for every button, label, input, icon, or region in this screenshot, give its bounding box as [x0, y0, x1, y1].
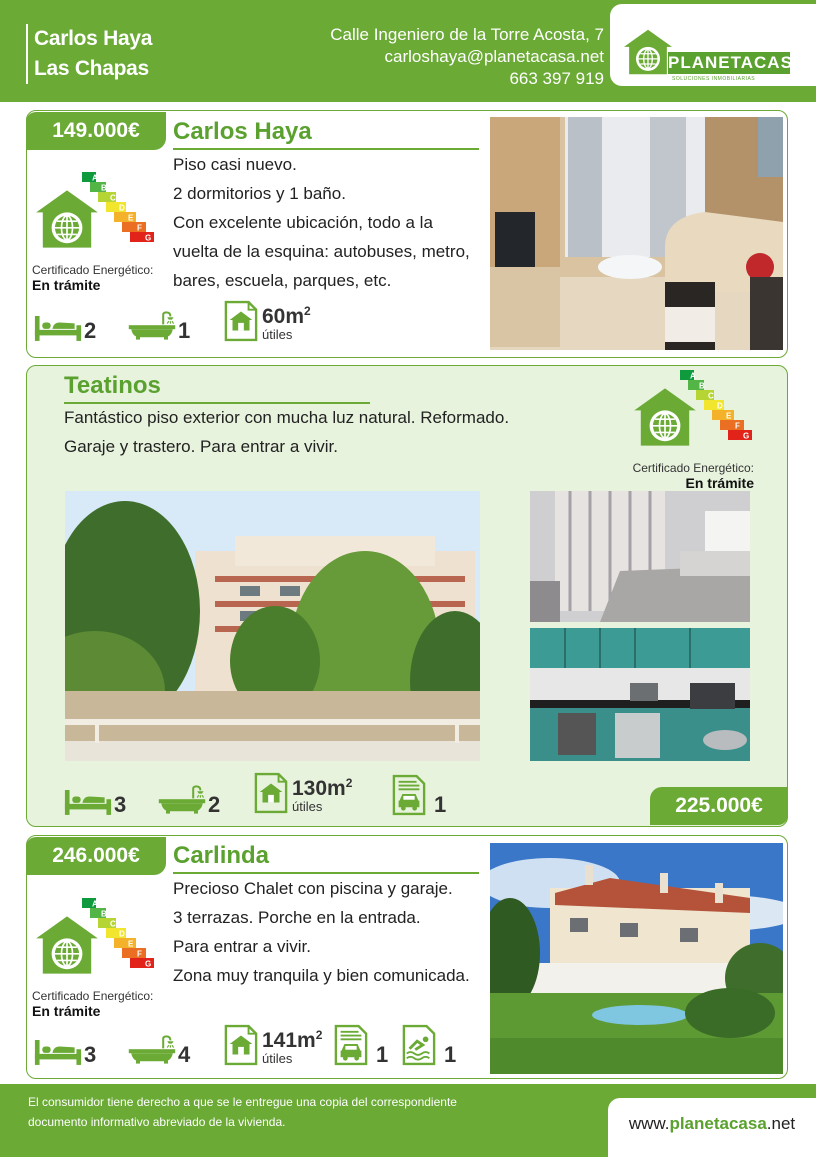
energy-class-label: B — [101, 909, 107, 919]
listing-1-title: Carlos Haya — [173, 118, 479, 150]
bathtub-icon — [128, 1034, 176, 1066]
agency-address: Calle Ingeniero de la Torre Acosta, 7 — [330, 25, 604, 44]
pool-icon — [402, 1024, 436, 1066]
description-line: 3 terrazas. Porche en la entrada. — [173, 908, 421, 927]
cert-status: En trámite — [685, 475, 754, 491]
energy-class-label: F — [137, 949, 142, 959]
energy-class-label: C — [110, 193, 116, 203]
description-line: Piso casi nuevo. — [173, 155, 297, 174]
listing-1-energy-certificate — [32, 172, 156, 293]
bathroom-count: 1 — [178, 318, 191, 343]
logo-subtext: SOLUCIONES INMOBILIARIAS — [672, 76, 756, 82]
web-suffix: .net — [766, 1114, 796, 1133]
energy-class-label: B — [699, 381, 705, 391]
energy-class-label: D — [119, 203, 125, 213]
listing-3-photo-chalet[interactable] — [490, 843, 783, 1074]
planetacasa-logo-icon — [622, 28, 674, 76]
cert-status: En trámite — [32, 1003, 101, 1019]
description-line: Zona muy tranquila y bien comunicada. — [173, 966, 470, 985]
brand-logo — [610, 4, 816, 86]
listing-3-pool — [402, 1024, 456, 1066]
bedroom-count: 3 — [84, 1042, 97, 1067]
garage-count: 1 — [434, 792, 447, 817]
area-value: $60m^2$ — [262, 304, 311, 328]
kitchen-image — [530, 628, 750, 761]
energy-class-label: G — [145, 233, 152, 243]
listing-1-description — [173, 150, 489, 295]
energy-class-label: E — [128, 939, 134, 949]
listing-3-bedrooms — [34, 1038, 96, 1066]
floor-plan-icon — [224, 300, 258, 342]
listing-2-photo-bedroom[interactable] — [530, 491, 750, 622]
energy-class-label: G — [743, 431, 750, 441]
energy-rating-icon — [32, 898, 156, 982]
listing-2-price: 225.000€ — [650, 787, 788, 825]
description-line: Para entrar a vivir. — [173, 937, 311, 956]
listing-1-price: 149.000€ — [26, 112, 166, 150]
energy-class-label: G — [145, 959, 152, 969]
description-line: Con excelente ubicación, todo a la — [173, 213, 433, 232]
legal-line: documento informativo abreviado de la vivienda. — [28, 1115, 286, 1129]
energy-class-label: A — [92, 173, 98, 183]
garage-icon — [392, 774, 426, 816]
agency-area: Las Chapas — [34, 57, 149, 80]
listing-1-photo-living-room[interactable] — [490, 117, 783, 350]
web-brand: planetacasa — [669, 1114, 767, 1133]
cert-label: Certificado Energético: — [32, 263, 154, 277]
agency-name: Carlos Haya — [34, 27, 153, 50]
energy-class-label: C — [708, 391, 714, 401]
garage-count: 1 — [376, 1042, 389, 1067]
listing-3-area — [224, 1024, 322, 1066]
listing-3-price: 246.000€ — [26, 837, 166, 875]
energy-class-label: D — [717, 401, 723, 411]
web-prefix: www. — [628, 1114, 670, 1133]
legal-notice — [28, 1092, 548, 1132]
listing-1-bathrooms — [128, 310, 190, 342]
listing-1-bedrooms — [34, 314, 96, 342]
pool-count: 1 — [444, 1042, 457, 1067]
listing-3-energy-certificate — [32, 898, 156, 1019]
description-line: bares, escuela, parques, etc. — [173, 271, 392, 290]
area-value: $141m^2$ — [262, 1028, 323, 1052]
energy-rating-icon — [32, 172, 156, 256]
page-header — [0, 0, 816, 102]
garage-icon — [334, 1024, 368, 1066]
bathroom-count: 2 — [208, 792, 221, 817]
description-line: Garaje y trastero. Para entrar a vivir. — [64, 437, 338, 456]
page-footer — [0, 1084, 816, 1157]
agency-block — [26, 24, 152, 84]
bathtub-icon — [158, 784, 206, 816]
agency-email[interactable]: carloshaya@planetacasa.net — [384, 47, 604, 66]
bathtub-icon — [128, 310, 176, 342]
energy-class-label: A — [92, 899, 98, 909]
listing-2-garage — [392, 774, 446, 816]
website-link[interactable] — [608, 1098, 816, 1157]
floor-plan-icon — [254, 772, 288, 814]
cert-label: Certificado Energético: — [32, 989, 154, 1003]
exterior-building-image — [65, 491, 480, 761]
area-value: $130m^2$ — [292, 776, 353, 800]
energy-class-label: D — [119, 929, 125, 939]
floor-plan-icon — [224, 1024, 258, 1066]
legal-line: El consumidor tiene derecho a que se le entregue una copia del correspondiente — [28, 1095, 457, 1109]
bed-icon — [64, 788, 112, 816]
listing-2-description — [64, 403, 584, 461]
description-line: 2 dormitorios y 1 baño. — [173, 184, 346, 203]
contact-block — [330, 24, 604, 90]
area-label: útiles — [292, 799, 323, 814]
energy-class-label: F — [735, 421, 740, 431]
listing-2-energy-certificate — [630, 370, 754, 491]
living-room-image — [490, 117, 783, 350]
cert-status: En trámite — [32, 277, 101, 293]
energy-class-label: E — [726, 411, 732, 421]
listing-3-description — [173, 874, 489, 990]
listing-1-area — [224, 300, 311, 342]
energy-class-label: B — [101, 183, 107, 193]
cert-label: Certificado Energético: — [632, 461, 754, 475]
listing-2-bathrooms — [158, 784, 220, 816]
energy-rating-icon — [630, 370, 754, 454]
energy-class-label: E — [128, 213, 134, 223]
area-label: útiles — [262, 327, 293, 342]
agency-phone[interactable]: 663 397 919 — [509, 69, 604, 88]
listing-3-title: Carlinda — [173, 842, 479, 874]
chalet-exterior-image — [490, 843, 783, 1074]
bathroom-count: 4 — [178, 1042, 191, 1067]
description-line: vuelta de la esquina: autobuses, metro, — [173, 242, 470, 261]
listing-2-bedrooms — [64, 788, 126, 816]
energy-class-label: C — [110, 919, 116, 929]
listing-2-area — [254, 772, 352, 814]
listing-3-garage — [334, 1024, 388, 1066]
bedroom-count: 2 — [84, 318, 97, 343]
logo-wordmark: PLANETACASA — [668, 53, 807, 72]
description-line: Precioso Chalet con piscina y garaje. — [173, 879, 453, 898]
bed-icon — [34, 314, 82, 342]
listing-2-title: Teatinos — [64, 372, 370, 404]
bed-icon — [34, 1038, 82, 1066]
bedroom-count: 3 — [114, 792, 127, 817]
area-label: útiles — [262, 1051, 293, 1066]
energy-class-label: F — [137, 223, 142, 233]
energy-class-label: A — [690, 371, 696, 381]
description-line: Fantástico piso exterior con mucha luz natural. Reformado. — [64, 408, 510, 427]
listing-3-bathrooms — [128, 1034, 190, 1066]
listing-2-photo-exterior[interactable] — [65, 491, 480, 761]
bedroom-image — [530, 491, 750, 622]
listing-2-photo-kitchen[interactable] — [530, 628, 750, 761]
